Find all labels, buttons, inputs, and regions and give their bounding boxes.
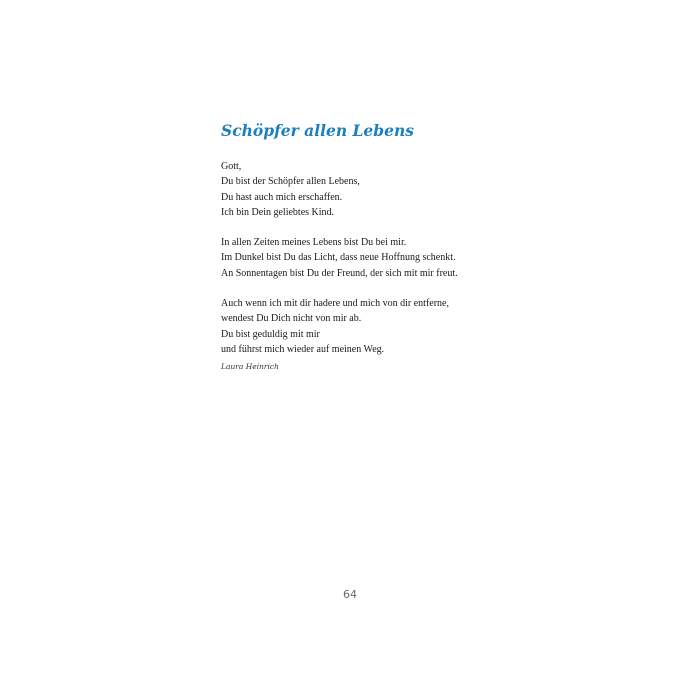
- poem-title: Schöpfer allen Lebens: [221, 121, 414, 140]
- stanza-2: [221, 235, 521, 281]
- stanza-1: [221, 159, 521, 220]
- poem-line: Du hast auch mich erschaffen.: [221, 191, 343, 203]
- poem-line: In allen Zeiten meines Lebens bist Du bei mir.: [221, 237, 407, 249]
- stanza-3: [221, 296, 521, 357]
- poem-line: Du bist geduldig mit mir: [221, 328, 320, 340]
- page-number: 64: [343, 588, 357, 601]
- poem-line: Im Dunkel bist Du das Licht, dass neue Hoffnung schenkt.: [221, 252, 456, 264]
- poem-line: Gott,: [221, 161, 242, 172]
- poem-line: Du bist der Schöpfer allen Lebens,: [221, 176, 360, 188]
- poem-line: Auch wenn ich mit dir hadere und mich von dir entferne,: [221, 298, 449, 310]
- poem-line: wendest Du Dich nicht von mir ab.: [221, 313, 362, 325]
- poem-line: An Sonnentagen bist Du der Freund, der sich mit mir freut.: [221, 267, 458, 279]
- poem-line: Ich bin Dein geliebtes Kind.: [221, 206, 335, 218]
- poem-line: und führst mich wieder auf meinen Weg.: [221, 343, 385, 355]
- poem-author: Laura Heinrich: [221, 362, 279, 372]
- poem-block: [221, 120, 521, 373]
